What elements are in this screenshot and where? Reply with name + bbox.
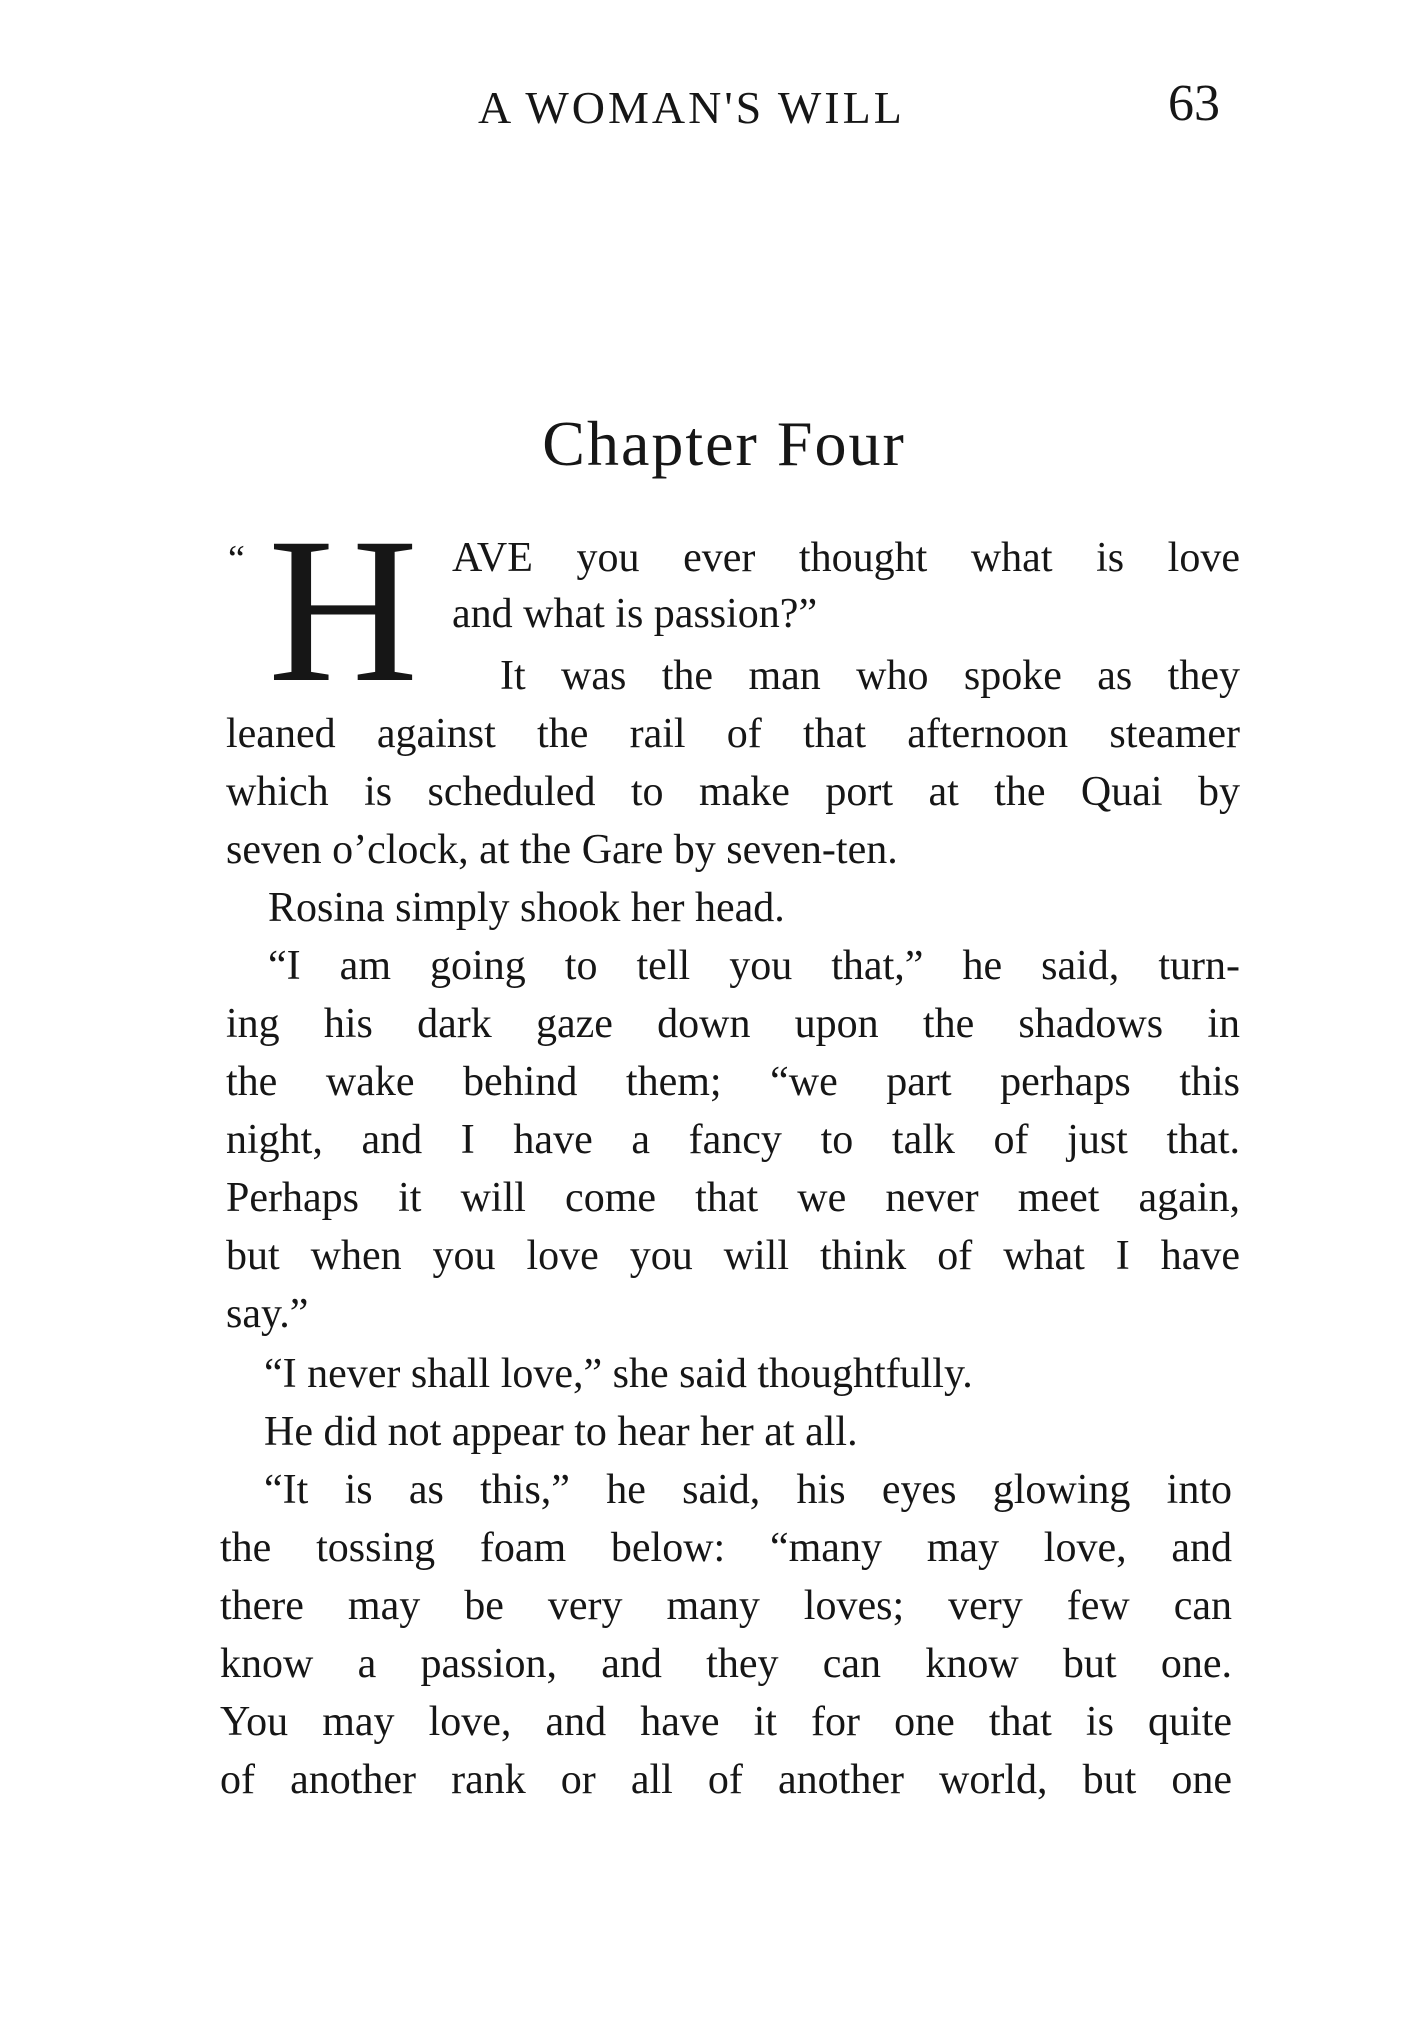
text-line: ing his dark gaze down upon the shadows in: [226, 1001, 1240, 1047]
text-line: “I am going to tell you that,” he said, turn-: [268, 943, 1240, 989]
text-line: and what is passion?”: [452, 591, 818, 637]
chapter-title: Chapter Four: [542, 408, 906, 479]
text-line: Rosina simply shook her head.: [268, 885, 785, 931]
text-line: night, and I have a fancy to talk of just that.: [226, 1117, 1240, 1163]
text-line: seven o’clock, at the Gare by seven-ten.: [226, 827, 898, 873]
text-line: “It is as this,” he said, his eyes glowing into: [264, 1467, 1232, 1513]
text-line: the tossing foam below: “many may love, and: [220, 1525, 1232, 1571]
text-line: Perhaps it will come that we never meet again,: [226, 1175, 1240, 1221]
drop-cap: H: [268, 510, 419, 688]
text-line: of another rank or all of another world, but one: [220, 1757, 1232, 1803]
text-line: He did not appear to hear her at all.: [264, 1409, 858, 1455]
running-head: A WOMAN'S WILL: [478, 82, 905, 133]
opening-quote-mark: “: [228, 538, 245, 580]
text-line: “I never shall love,” she said thoughtfully.: [264, 1351, 973, 1397]
text-line: there may be very many loves; very few can: [220, 1583, 1232, 1629]
text-line: which is scheduled to make port at the Quai by: [226, 769, 1240, 815]
text-line: leaned against the rail of that afternoon steamer: [226, 711, 1240, 757]
text-line: know a passion, and they can know but one.: [220, 1641, 1232, 1687]
page-number: 63: [1168, 75, 1220, 132]
text-line: say.”: [226, 1291, 309, 1337]
text-line: You may love, and have it for one that is quite: [220, 1699, 1232, 1745]
text-line: It was the man who spoke as they: [500, 653, 1240, 699]
text-line: but when you love you will think of what I have: [226, 1233, 1240, 1279]
text-line: AVE you ever thought what is love: [452, 535, 1240, 581]
text-line: the wake behind them; “we part perhaps this: [226, 1059, 1240, 1105]
